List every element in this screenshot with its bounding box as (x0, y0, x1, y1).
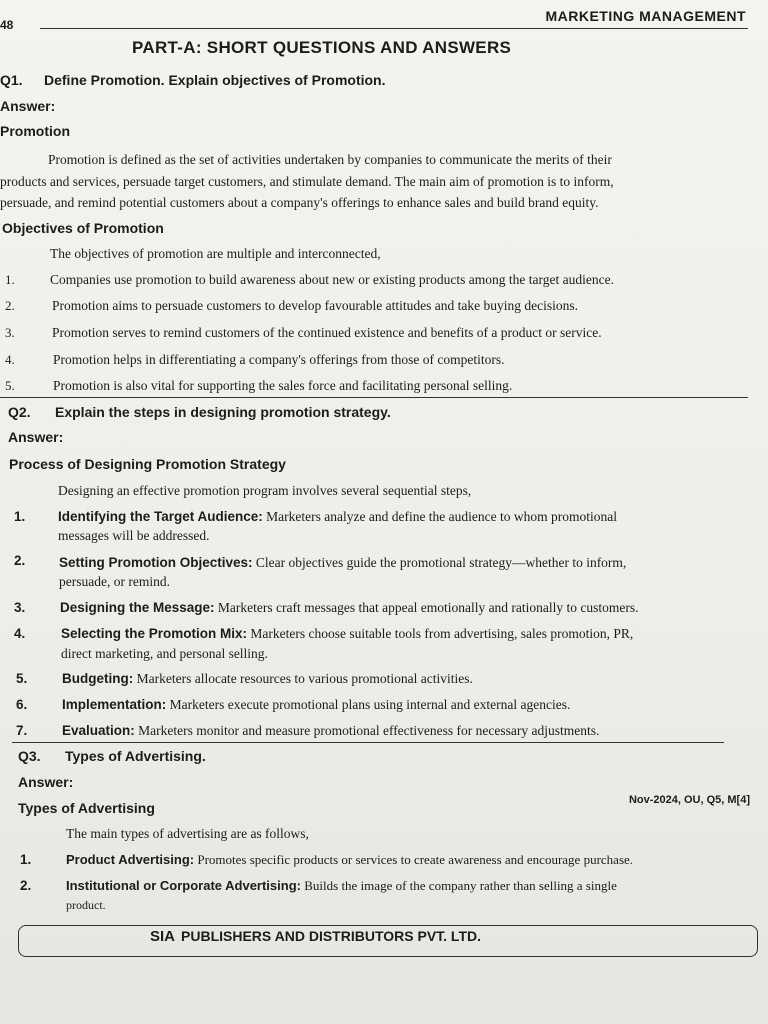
footer-publisher-text: PUBLISHERS AND DISTRIBUTORS PVT. LTD. (181, 928, 481, 944)
q1-question: Define Promotion. Explain objectives of Promotion. (44, 72, 386, 88)
step-desc-cont: direct marketing, and personal selling. (61, 646, 268, 661)
step-number: 1. (14, 509, 26, 524)
step-4 (61, 626, 633, 642)
objective-number: 1. (5, 272, 15, 287)
step-term: Implementation: (62, 697, 167, 712)
objective-text: Promotion aims to persuade customers to develop favourable attitudes and take buying decisions. (52, 298, 579, 313)
step-term: Budgeting: (62, 671, 134, 686)
q1-answer-label: Answer: (0, 98, 56, 114)
type-number: 1. (20, 852, 32, 867)
objective-text: Promotion helps in differentiating a company's offerings from those of competitors. (53, 352, 505, 367)
step-7 (62, 723, 599, 739)
q1-para-line-2: products and services, persuade target customers, and stimulate demand. The main aim of promotion is to inform, (0, 174, 614, 189)
type-term: Product Advertising: (66, 852, 195, 867)
step-term: Identifying the Target Audience: (58, 509, 263, 524)
q1-para-line-1: Promotion is defined as the set of activities undertaken by companies to communicate the merits of their (48, 152, 612, 167)
q2-heading: Process of Designing Promotion Strategy (9, 456, 286, 472)
step-2 (59, 555, 626, 571)
step-desc: Marketers choose suitable tools from advertising, sales promotion, PR, (250, 626, 634, 641)
objectives-intro: The objectives of promotion are multiple and interconnected, (50, 246, 381, 261)
q1-number: Q1. (0, 72, 23, 88)
q3-heading: Types of Advertising (18, 800, 155, 816)
step-5 (62, 671, 473, 687)
q3-question: Types of Advertising. (65, 748, 206, 764)
q2-intro: Designing an effective promotion program involves several sequential steps, (58, 483, 472, 498)
step-desc-cont: persuade, or remind. (59, 574, 170, 589)
footer-publisher (150, 928, 481, 945)
objectives-heading: Objectives of Promotion (2, 220, 164, 236)
step-desc: Marketers craft messages that appeal emotionally and rationally to customers. (217, 600, 639, 615)
part-title: PART-A: SHORT QUESTIONS AND ANSWERS (132, 38, 512, 57)
header-rule (40, 28, 748, 29)
running-header-title: MARKETING MANAGEMENT (545, 8, 746, 24)
step-term: Evaluation: (62, 723, 135, 738)
q3-intro: The main types of advertising are as follows, (66, 826, 309, 841)
step-desc: Marketers monitor and measure promotional effectiveness for necessary adjustments. (138, 723, 600, 738)
step-desc-cont: messages will be addressed. (58, 528, 210, 543)
q1-para-line-3: persuade, and remind potential customers about a company's offerings to enhance sales and build brand equity. (0, 195, 599, 210)
step-1 (58, 509, 617, 525)
type-desc: Builds the image of the company rather than selling a single (304, 878, 617, 893)
q3-answer-label: Answer: (18, 774, 74, 790)
objective-text: Companies use promotion to build awareness about new or existing products among the target audience. (50, 272, 614, 287)
type-1 (66, 852, 633, 868)
step-number: 2. (14, 553, 26, 568)
step-number: 7. (16, 723, 28, 738)
q2-number: Q2. (8, 404, 31, 420)
page-number: 48 (0, 18, 14, 32)
objective-number: 2. (5, 298, 15, 313)
q2-answer-label: Answer: (8, 429, 64, 445)
step-3 (60, 600, 639, 616)
step-term: Designing the Message: (60, 600, 215, 615)
step-desc: Marketers analyze and define the audience to whom promotional (266, 509, 618, 524)
objective-text: Promotion is also vital for supporting the sales force and facilitating personal selling. (53, 378, 513, 393)
publisher-logo: SIA (150, 928, 176, 945)
step-desc: Marketers execute promotional plans using internal and external agencies. (169, 697, 571, 712)
type-desc-cont: product. (66, 898, 106, 912)
objective-number: 3. (5, 325, 15, 340)
step-number: 6. (16, 697, 28, 712)
q2-question: Explain the steps in designing promotion strategy. (55, 404, 391, 420)
q3-number: Q3. (18, 748, 41, 764)
step-number: 5. (16, 671, 28, 686)
type-2 (66, 878, 617, 894)
step-desc: Clear objectives guide the promotional strategy—whether to inform, (255, 555, 627, 570)
step-number: 3. (14, 600, 26, 615)
objective-text: Promotion serves to remind customers of the continued existence and benefits of a product or service. (52, 325, 602, 340)
exam-reference: Nov-2024, OU, Q5, M[4] (628, 794, 750, 806)
objective-number: 5. (5, 378, 15, 393)
type-term: Institutional or Corporate Advertising: (66, 878, 301, 893)
q2-underline (12, 742, 724, 743)
type-desc: Promotes specific products or services to create awareness and encourage purchase. (197, 852, 634, 867)
q1-heading: Promotion (0, 123, 70, 139)
objective-number: 4. (5, 352, 15, 367)
q1-underline (0, 397, 748, 398)
step-term: Selecting the Promotion Mix: (61, 626, 248, 641)
step-term: Setting Promotion Objectives: (59, 555, 253, 570)
step-desc: Marketers allocate resources to various promotional activities. (136, 671, 473, 686)
type-number: 2. (20, 878, 32, 893)
step-number: 4. (14, 626, 26, 641)
step-6 (62, 697, 570, 713)
